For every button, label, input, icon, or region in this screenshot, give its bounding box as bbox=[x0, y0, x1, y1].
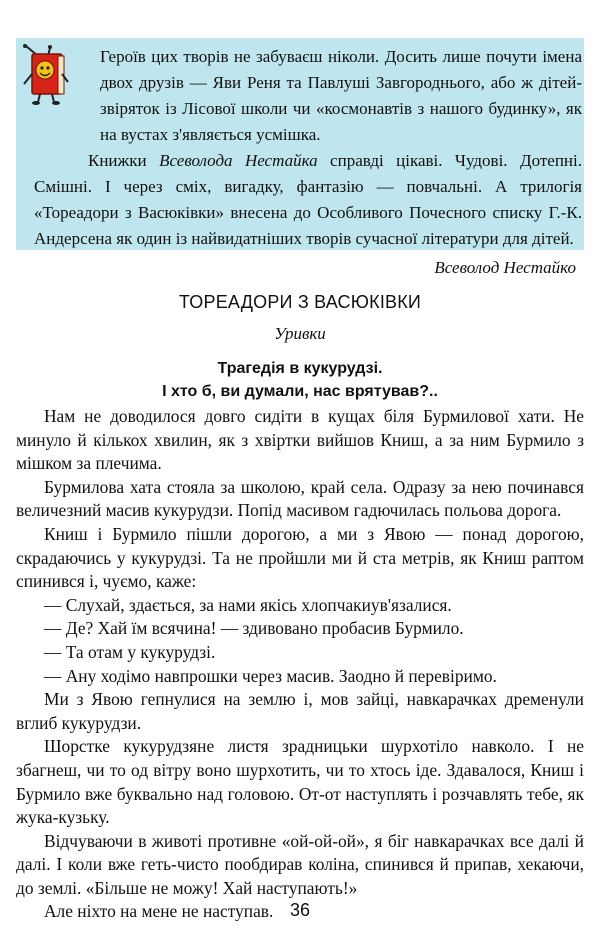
intro-paragraph-1: Героїв цих творів не забуваєш ніколи. Досить лише почути імена двох друзів — Яви Реня та Павлуші Завгороднього, або ж дітей-звіряток із Лісової школи чи «космонавтів з нашого будинку», як на вустах з'являється усмішка. bbox=[100, 47, 582, 144]
paragraph: Книш і Бурмило пішли дорогою, а ми з Явою — понад дорогою, скрадаючись у кукурудзі. Та не пройшли ми й ста метрів, як Книш раптом спинився і, чуємо, каже: bbox=[16, 523, 584, 592]
paragraph: — Ану ходімо навпрошки через масив. Заодно й перевіримо. bbox=[44, 665, 497, 686]
intro-paragraph-2 bbox=[34, 148, 582, 252]
paragraph: Нам не доводилося довго сидіти в кущах біля Бурмилової хати. Не минуло й кількох хвилин, як з хвіртки вийшов Книш, а за ним Бурмило з мішком за плечима. bbox=[16, 406, 584, 474]
story-title: ТОРЕАДОРИ З ВАСЮКІВКИ bbox=[178, 292, 422, 312]
paragraph: — Де? Хай їм всячина! — здивовано пробасив Бурмило. bbox=[44, 618, 464, 639]
author-signature: Всеволод Нестайко bbox=[434, 258, 576, 277]
story-subtitle: Уривки bbox=[274, 324, 326, 343]
paragraph: Ми з Явою гепнулися на землю і, мов зайці, навкарачках дременули вглиб кукурудзи. bbox=[16, 689, 584, 733]
intro-box bbox=[16, 38, 584, 250]
intro-p2-rest: справді цікаві. Чудові. Дотепні. Смішні. І через сміх, вигадку, фантазію — повчальні. А трилогія «Тореадори з Васюківки» внесена до Особливого Почесного списку Г.-К. Андерсена як один із найвидатніших творів сучасної літератури для дітей. bbox=[34, 151, 582, 248]
paragraph: — Та отам у кукурудзі. bbox=[44, 641, 216, 662]
chapter-heading bbox=[0, 357, 600, 403]
chapter-heading-line-2: І хто б, ви думали, нас врятував?.. bbox=[162, 383, 438, 400]
paragraph: Шорстке кукурудзяне листя зрадницьки шурхотіло навколо. І не збагнеш, чи то од вітру воно шурхотить, чи то хтось іде. Здавалося, Книш і Бурмило вже буквально над головою. От-от наступлять і розчавлять тебе, як жука-кузьку. bbox=[16, 736, 584, 828]
intro-p2-prefix: Книжки bbox=[88, 151, 160, 170]
page-number: 36 bbox=[289, 900, 311, 920]
paragraph: Бурмилова хата стояла за школою, край села. Одразу за нею починався величезний масив кукурудзи. Попід масивом гадючилась польова дорога. bbox=[16, 476, 584, 521]
paragraph: Відчуваючи в животі противне «ой-ой-ой», я біг навкарачках все далі й далі. І коли вже геть-чисто пообдирав коліна, спинився й припав, хекаючи, до землі. «Більше не можу! Хай наступають!» bbox=[16, 830, 584, 898]
paragraph: Але ніхто на мене не наступав. bbox=[44, 901, 274, 922]
chapter-heading-line-1: Трагедія в кукурудзі. bbox=[217, 360, 383, 377]
intro-text bbox=[34, 44, 582, 252]
intro-p2-author: Всеволода Нестайка bbox=[159, 151, 318, 170]
paragraph: — Слухай, здається, за нами якісь хлопчакиув'язалися. bbox=[44, 594, 452, 615]
story-body bbox=[16, 405, 584, 924]
